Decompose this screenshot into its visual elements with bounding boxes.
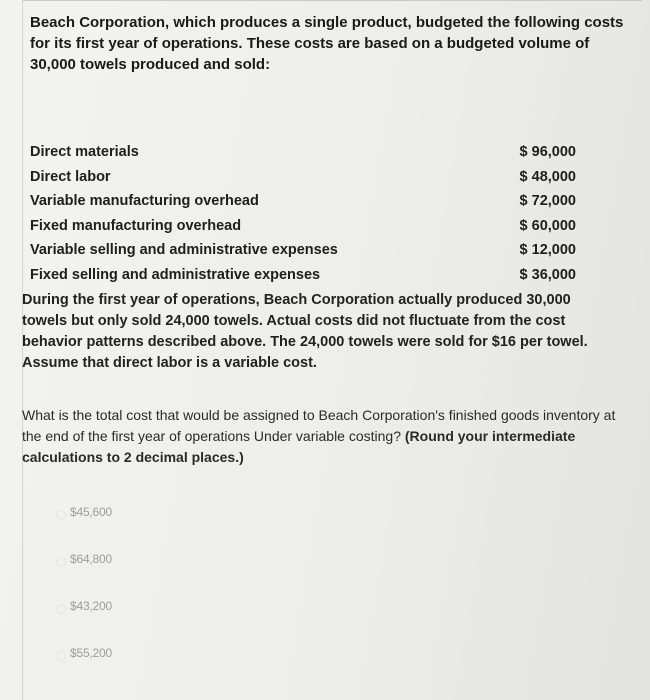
intro-text: Beach Corporation, which produces a single product, budgeted the following costs for its first year of operations. These costs are based on a budgeted volume of 30,000 towels produced and sold:	[30, 14, 624, 73]
radio-circle-icon[interactable]	[56, 557, 66, 567]
cost-label: Variable selling and administrative expenses	[30, 242, 338, 258]
answer-option-label[interactable]: $43,200	[70, 599, 112, 613]
answer-option-label[interactable]: $64,800	[70, 552, 112, 566]
scenario-text: During the first year of operations, Beach Corporation actually produced 30,000 towels but only sold 24,000 towels. Actual costs did not fluctuate from the cost behavior patterns described above. The 24,000 towels were sold for $16 per towel. Assume that direct labor is a variable cost.	[22, 292, 588, 371]
cost-row-fixed-selling-admin	[30, 267, 576, 292]
cost-value: $ 48,000	[519, 168, 576, 185]
cost-row-variable-manufacturing-overhead	[30, 193, 576, 218]
answer-option-4[interactable]	[56, 646, 256, 693]
cost-label: Direct materials	[30, 144, 139, 160]
cost-value: $ 60,000	[519, 217, 576, 234]
frame-top-border	[22, 0, 642, 1]
question-text	[22, 405, 632, 468]
cost-table	[30, 144, 576, 291]
answer-option-2[interactable]	[56, 552, 256, 599]
answer-option-3[interactable]	[56, 599, 256, 646]
radio-circle-icon[interactable]	[56, 510, 66, 520]
answer-option-label[interactable]: $45,600	[70, 505, 112, 519]
cost-row-direct-labor	[30, 169, 576, 194]
cost-value: $ 96,000	[519, 144, 576, 160]
cost-row-variable-selling-admin	[30, 242, 576, 267]
cost-label: Direct labor	[30, 168, 111, 185]
cost-label: Variable manufacturing overhead	[30, 193, 259, 209]
radio-circle-icon[interactable]	[56, 604, 66, 614]
cost-value: $ 36,000	[519, 266, 576, 283]
cost-label: Fixed manufacturing overhead	[30, 217, 242, 234]
answer-option-label[interactable]: $55,200	[70, 646, 112, 660]
answer-options	[56, 505, 256, 693]
answer-option-1[interactable]	[56, 505, 256, 552]
question-prompt: What is the total cost that would be assigned to Beach Corporation's finished goods inventory at the end of the first year of operations Under variable costing?	[22, 407, 616, 444]
cost-label: Fixed selling and administrative expenses	[30, 266, 321, 283]
cost-value: $ 72,000	[519, 193, 576, 209]
radio-circle-icon[interactable]	[56, 651, 66, 661]
cost-row-direct-materials	[30, 144, 576, 169]
rounding-instruction: (Round your intermediate calculations to 2 decimal places.)	[22, 428, 576, 465]
cost-row-fixed-manufacturing-overhead	[30, 218, 576, 243]
cost-value: $ 12,000	[519, 242, 576, 258]
